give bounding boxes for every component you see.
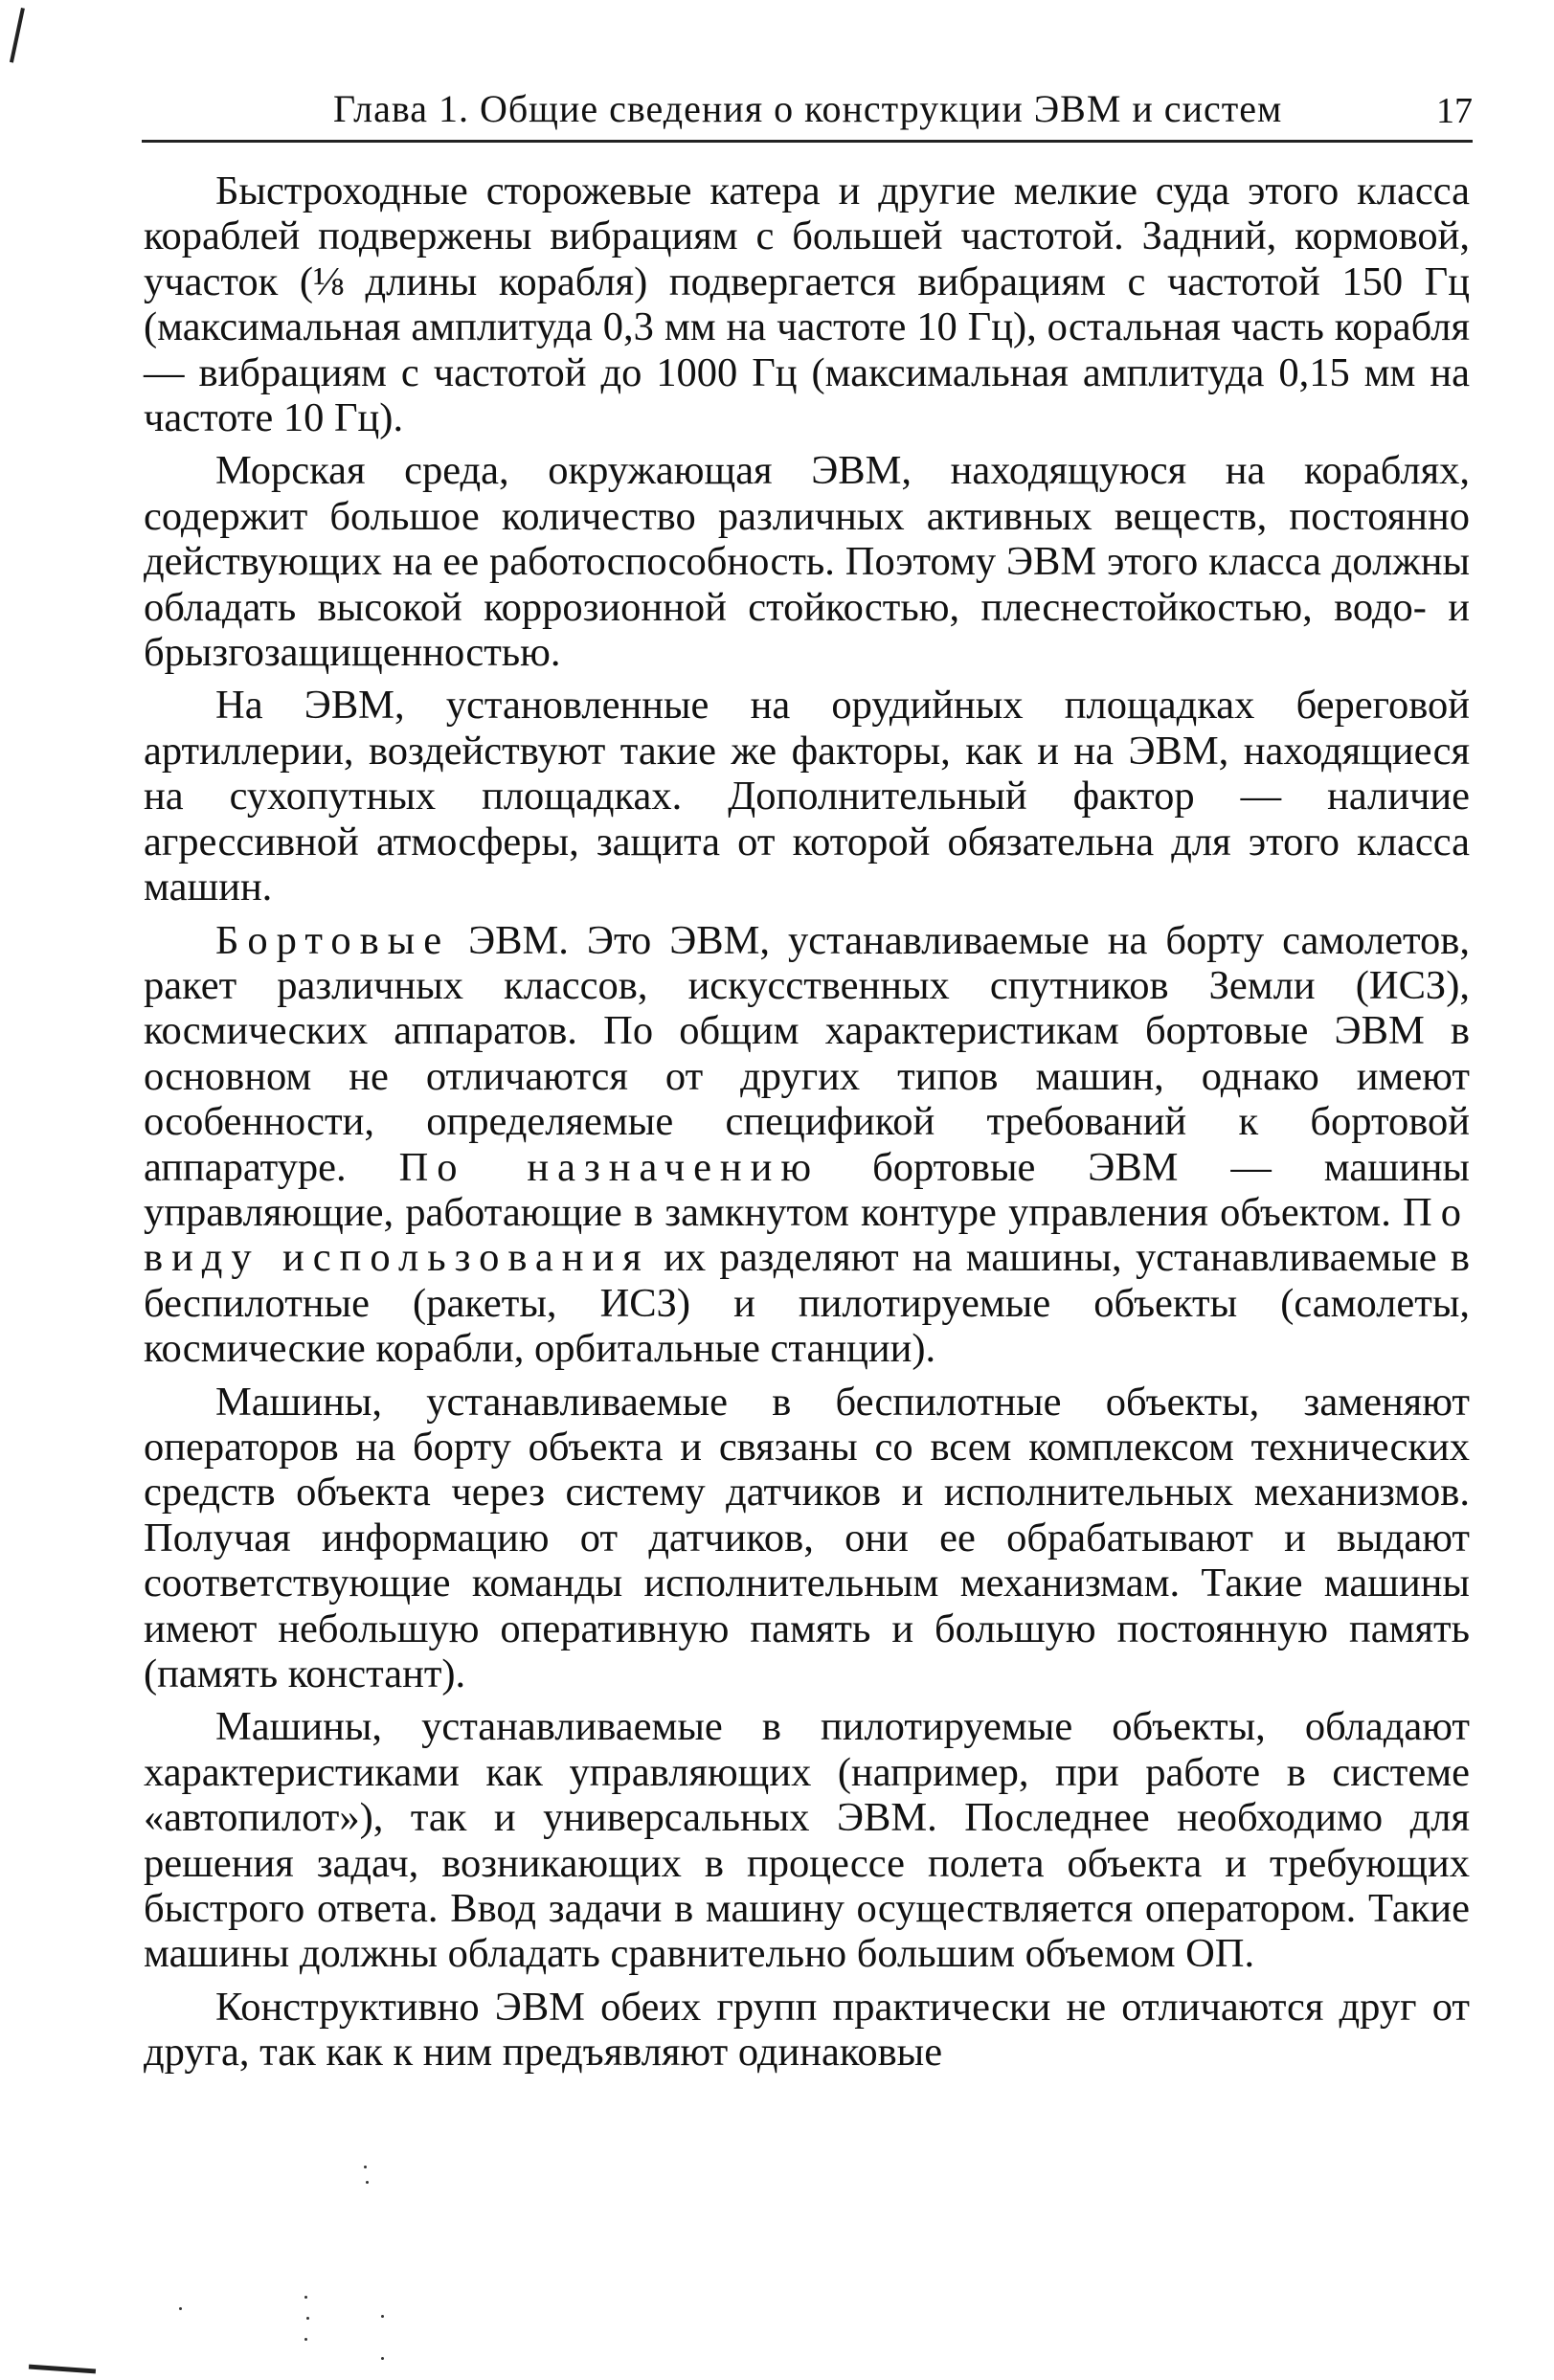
term-onboard: Бортовые	[215, 917, 451, 963]
body-text	[144, 168, 1470, 2083]
paragraph-unmanned-objects: Машины, устанавливаемые в беспилотные объекты, заменяют операторов на борту объекта и связаны со всем комплексом технических средств объекта через систему датчиков и исполнительных механизмов. Получая информацию от датчиков, они ее обрабатывают и выдают соответствующие команды исполнительным механизмам. Такие машины имеют небольшую оперативную память и большую постоянную память (память констант).	[144, 1379, 1470, 1696]
paragraph-onboard-computers	[144, 918, 1470, 1372]
paragraph-manned-objects: Машины, устанавливаемые в пилотируемые объекты, обладают характеристиками как управляющих (например, при работе в системе «автопилот»), так и универсальных ЭВМ. Последнее необходимо для решения задач, возникающих в процессе полета объекта и требующих быстрого ответа. Ввод задачи в машину осуществляется оператором. Такие машины должны обладать сравнительно большим объемом ОП.	[144, 1704, 1470, 1977]
term-by-usage: По виду использования	[144, 1189, 1470, 1281]
paragraph-patrol-boats: Быстроходные сторожевые катера и другие мелкие суда этого класса кораблей подвержены вибрациям с большей частотой. Задний, кормовой, участок (⅛ длины корабля) подвергается вибрациям с частотой 150 Гц (максимальная амплитуда 0,3 мм на частоте 10 Гц), остальная часть корабля — вибрациям с частотой до 1000 Гц (максимальная амплитуда 0,15 мм на частоте 10 Гц).	[144, 168, 1470, 441]
paragraph-coastal-artillery: На ЭВМ, установленные на орудийных площадках береговой артиллерии, воздействуют такие же факторы, как и на ЭВМ, находящиеся на сухопутных площадках. Дополнительный фактор — наличие агрессивной атмосферы, защита от которой обязательна для этого класса машин.	[144, 683, 1470, 910]
paragraph-onboard-text-2: бортовые ЭВМ — машины управляющие, работающие в замкнутом контуре управления объектом.	[144, 1144, 1470, 1235]
page-number: 17	[1436, 91, 1473, 131]
paragraph-onboard-text-1: ЭВМ. Это ЭВМ, устанавливаемые на борту самолетов, ракет различных классов, искусственных спутников Земли (ИСЗ), космических аппаратов. По общим характеристикам бортовые ЭВМ в основном не отличаются от других типов машин, однако имеют особенности, определяемые спецификой требований к бортовой аппаратуре.	[144, 917, 1470, 1190]
term-by-purpose: По назначению	[398, 1144, 821, 1190]
scan-artifact-stroke	[29, 2365, 96, 2374]
scan-artifact-mark	[10, 8, 25, 63]
paragraph-construction: Конструктивно ЭВМ обеих групп практически не отличаются друг от друга, так как к ним предъявляют одинаковые	[144, 1984, 1470, 2076]
paragraph-onboard-text-3: их разделяют на машины, устанавливаемые в беспилотные (ракеты, ИСЗ) и пилотируемые объекты (самолеты, космические корабли, орбитальные станции).	[144, 1235, 1471, 1372]
running-header	[142, 82, 1473, 143]
running-title: Глава 1. Общие сведения о конструкции ЭВМ и систем	[333, 87, 1283, 130]
paragraph-marine-environment: Морская среда, окружающая ЭВМ, находящуюся на кораблях, содержит большое количество различных активных веществ, постоянно действующих на ее работоспособность. Поэтому ЭВМ этого класса должны обладать высокой коррозионной стойкостью, плеснестойкостью, водо- и брызгозащищенностью.	[144, 448, 1470, 676]
